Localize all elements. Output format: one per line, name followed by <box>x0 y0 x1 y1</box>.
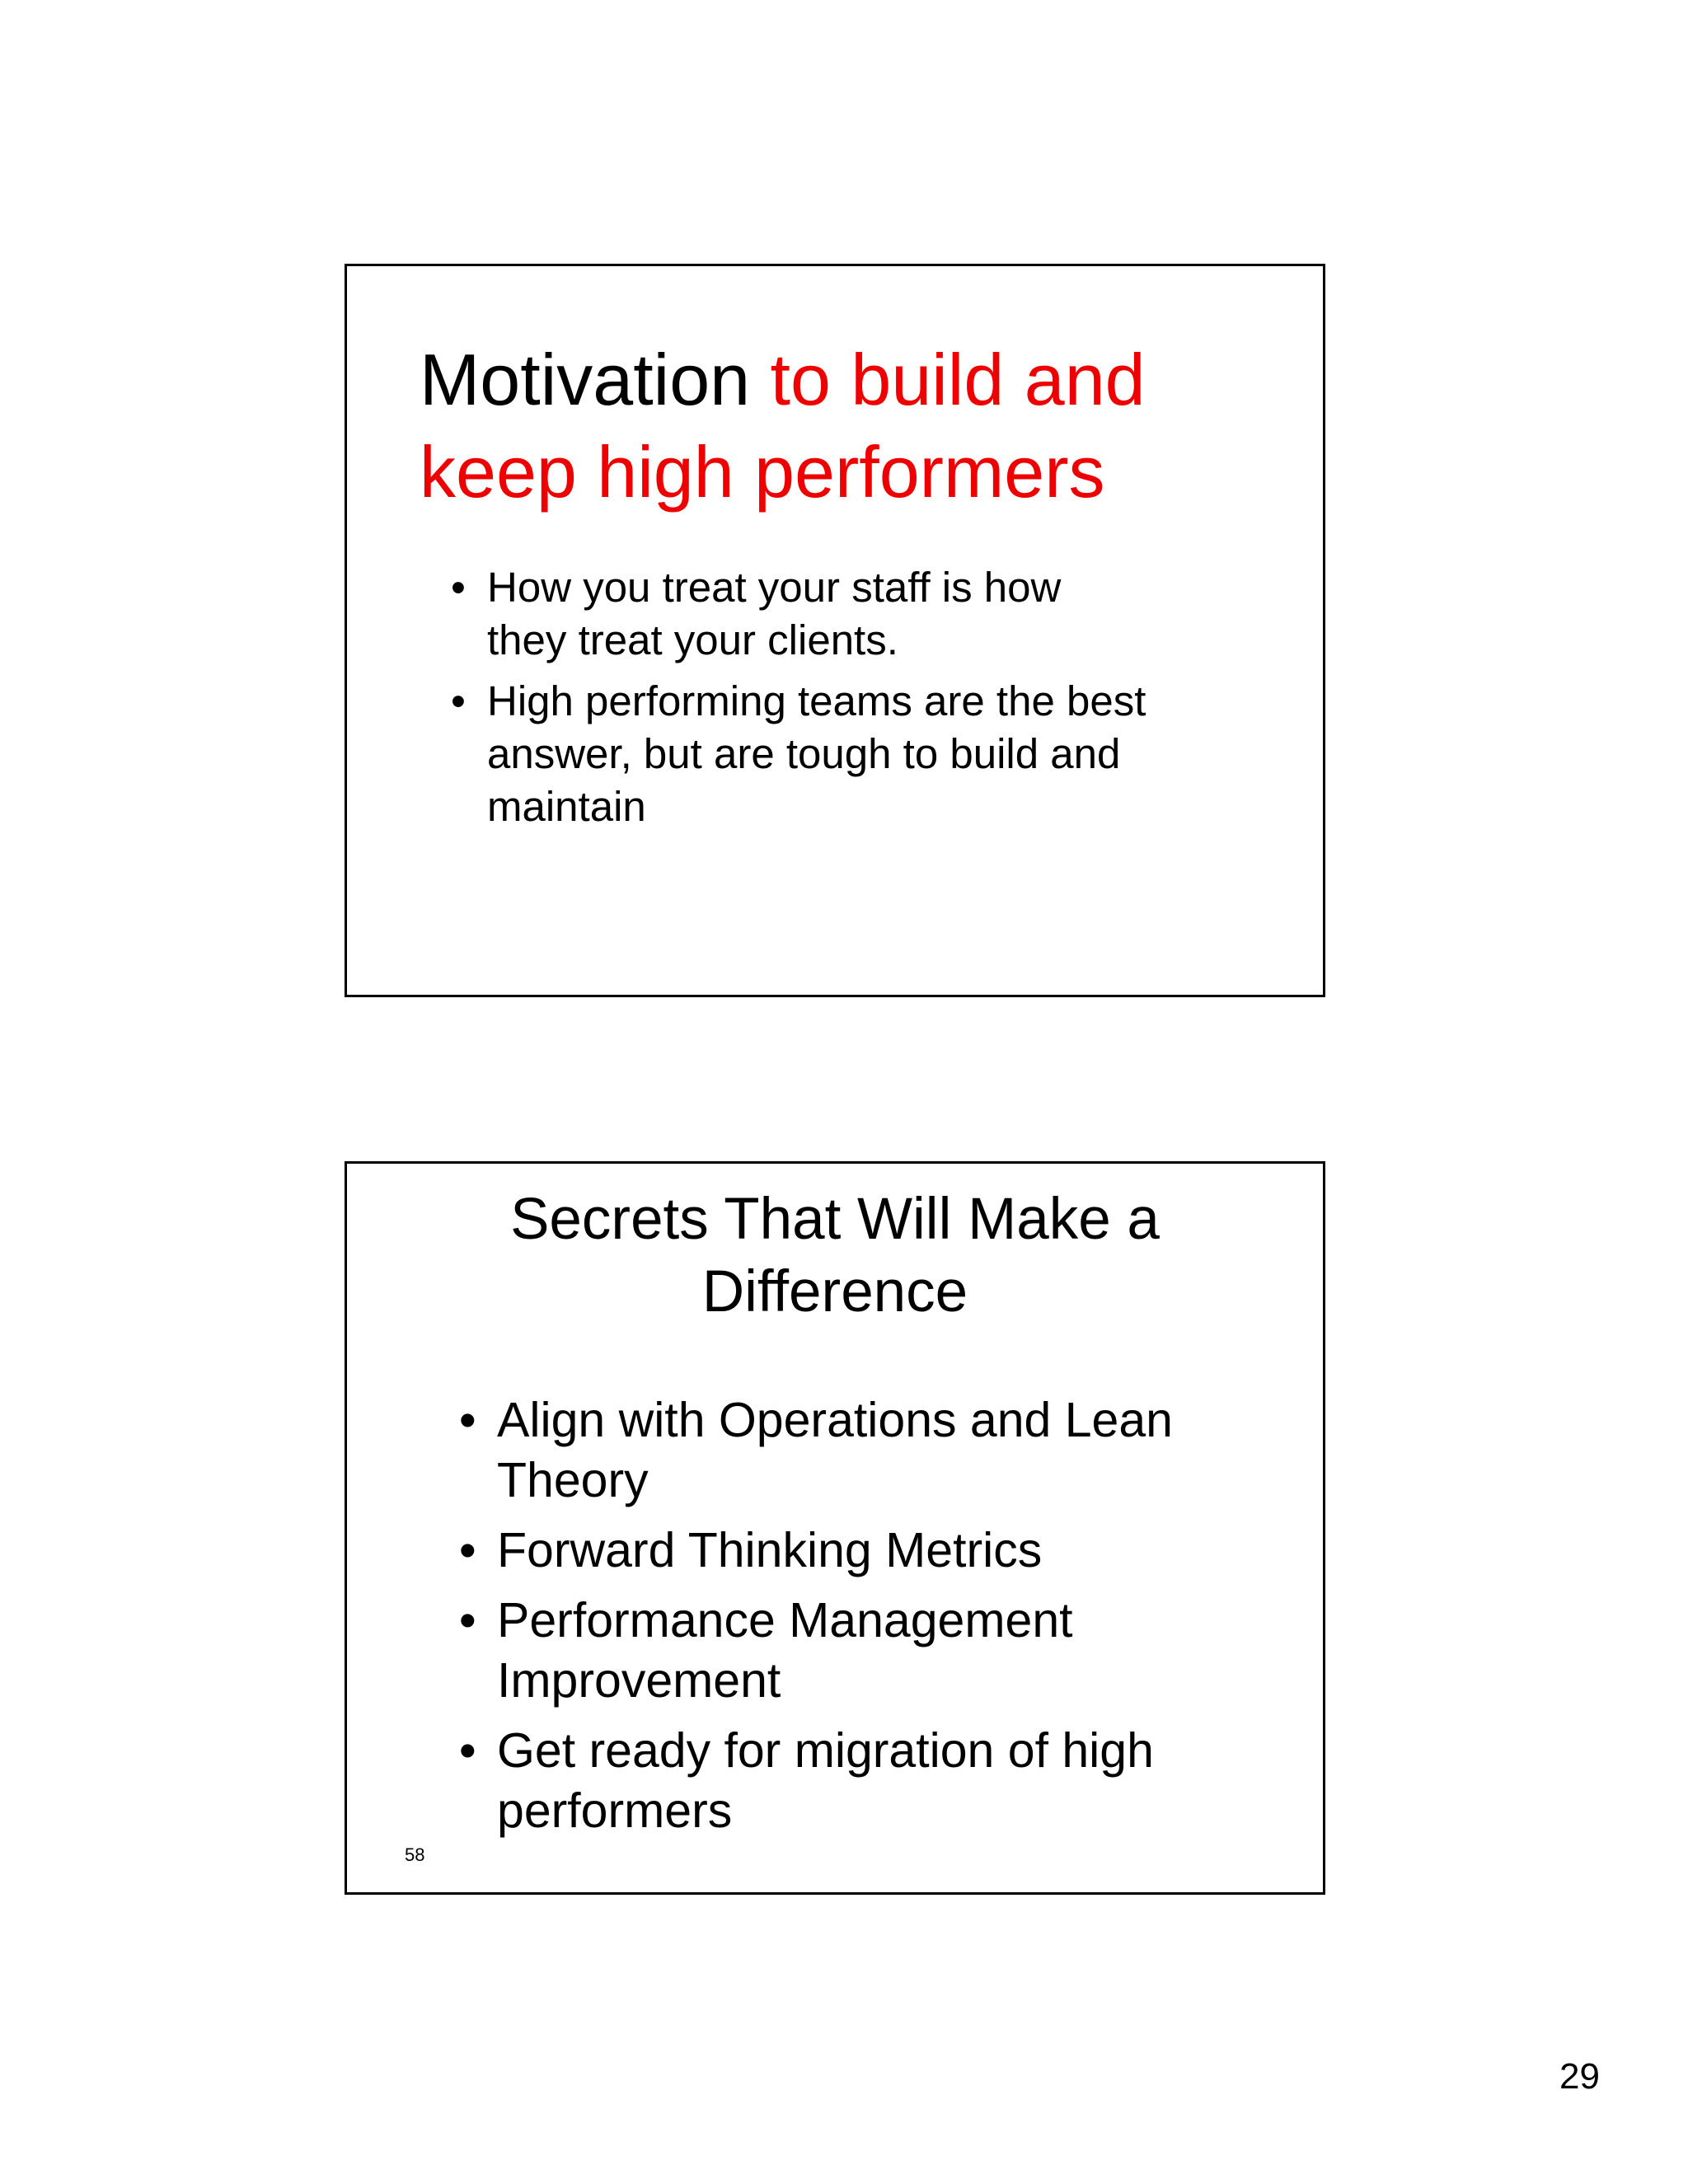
slide-motivation <box>345 264 1325 997</box>
bullet-text: Align with Operations and Lean <box>497 1393 1173 1447</box>
slide-title-accent-line2: keep high performers <box>420 431 1105 513</box>
bullet-icon: • <box>459 1523 476 1577</box>
bullet-item <box>459 1521 1250 1581</box>
bullet-list <box>459 1390 1250 1851</box>
slide-title-line2: Difference <box>701 1259 968 1324</box>
bullet-item <box>459 1591 1250 1711</box>
bullet-text: answer, but are tough to build and <box>487 730 1121 777</box>
bullet-text: Performance Management <box>497 1593 1073 1647</box>
bullet-text: Get ready for migration of high <box>497 1723 1154 1778</box>
slide-number: 58 <box>405 1844 425 1865</box>
bullet-icon: • <box>459 1393 476 1447</box>
bullet-item <box>451 675 1242 833</box>
bullet-text: Forward Thinking Metrics <box>497 1523 1043 1577</box>
slide-secrets <box>345 1161 1325 1895</box>
bullet-item <box>459 1390 1250 1511</box>
bullet-icon: • <box>459 1593 476 1647</box>
slide-title-line1: Secrets That Will Make a <box>510 1187 1160 1252</box>
bullet-item <box>459 1721 1250 1841</box>
bullet-text: How you treat your staff is how <box>487 564 1062 611</box>
bullet-item <box>451 561 1242 667</box>
bullet-icon: • <box>451 677 466 724</box>
bullet-text: performers <box>497 1783 733 1838</box>
slide-title-accent-line1: to build and <box>770 339 1146 420</box>
bullet-text: High performing teams are the best <box>487 677 1146 724</box>
slide-title <box>420 334 1244 518</box>
bullet-text: Theory <box>497 1453 649 1507</box>
bullet-icon: • <box>459 1723 476 1778</box>
bullet-text: they treat your clients. <box>487 616 898 663</box>
page-number: 29 <box>1559 2056 1600 2097</box>
slide-title <box>347 1183 1323 1329</box>
slide-title-dark: Motivation <box>420 339 751 420</box>
bullet-text: maintain <box>487 783 646 830</box>
bullet-icon: • <box>451 564 466 611</box>
bullet-text: Improvement <box>497 1653 781 1708</box>
bullet-list <box>451 561 1242 841</box>
